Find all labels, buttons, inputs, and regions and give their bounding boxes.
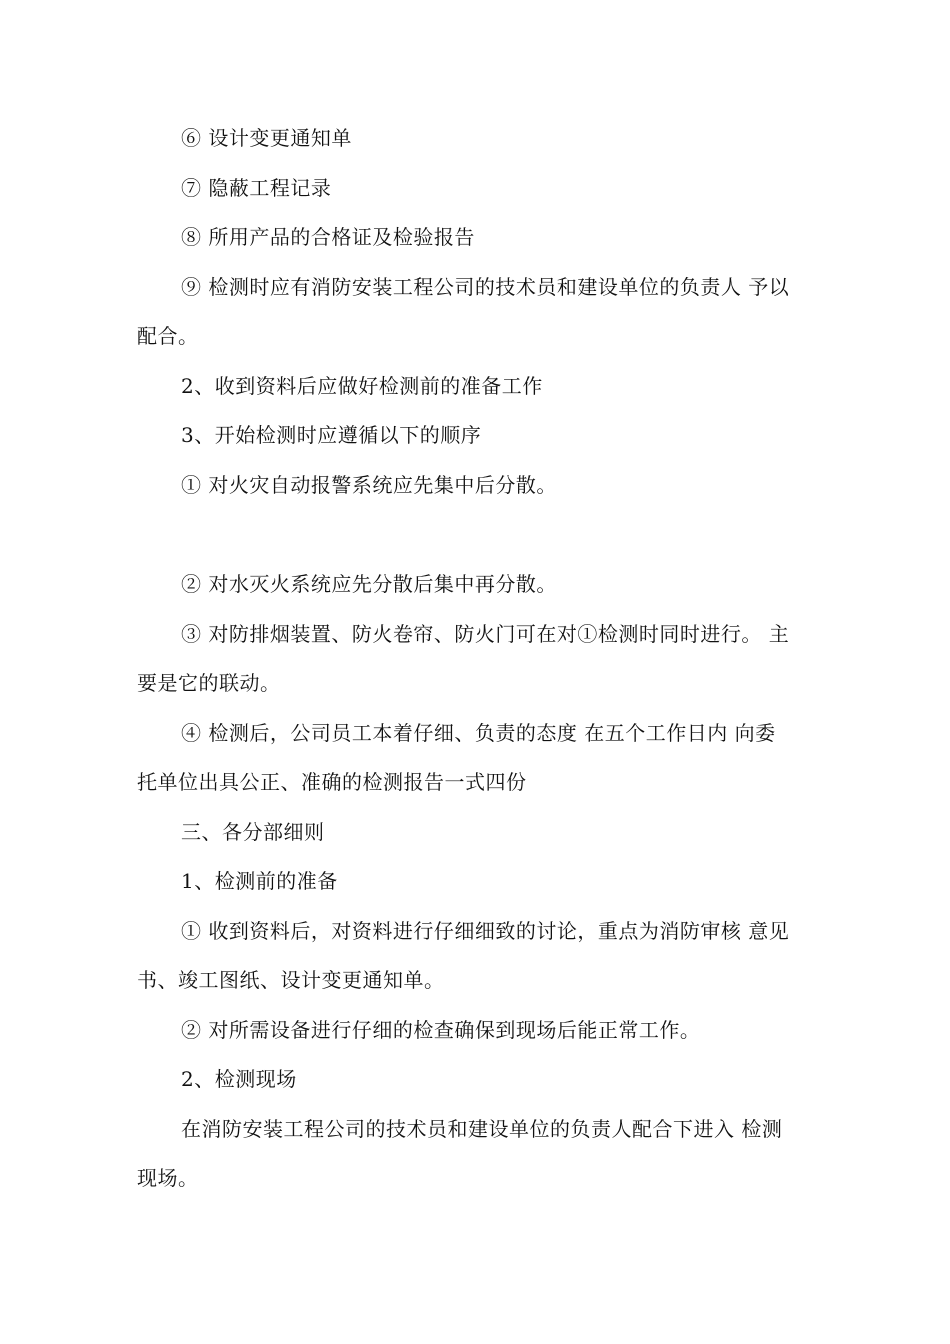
prep-item-1-continuation: 书、竣工图纸、设计变更通知单。 [137,968,445,992]
list-item-7: ⑦ 隐蔽工程记录 [181,176,332,200]
order-item-2: ② 对水灭火系统应先分散后集中再分散。 [181,572,557,596]
section-heading-3: 三、各分部细则 [181,820,325,844]
order-item-3-continuation: 要是它的联动。 [137,671,281,695]
list-item-6: ⑥ 设计变更通知单 [181,126,352,150]
step-3: 3、开始检测时应遵循以下的顺序 [181,423,482,447]
order-item-4-continuation: 托单位出具公正、准确的检测报告一式四份 [137,770,527,794]
prep-item-2: ② 对所需设备进行仔细的检查确保到现场后能正常工作。 [181,1018,701,1042]
step-2: 2、收到资料后应做好检测前的准备工作 [181,374,543,398]
order-item-3: ③ 对防排烟装置、防火卷帘、防火门可在对①检测时同时进行。 主 [181,622,790,646]
subsection-2: 2、检测现场 [181,1067,297,1091]
paragraph-continuation: 现场。 [137,1166,199,1190]
order-item-4: ④ 检测后，公司员工本着仔细、负责的态度 在五个工作日内 向委 [181,721,776,745]
paragraph: 在消防安装工程公司的技术员和建设单位的负责人配合下进入 检测 [181,1117,783,1141]
prep-item-1: ① 收到资料后，对资料进行仔细细致的讨论，重点为消防审核 意见 [181,919,790,943]
subsection-1: 1、检测前的准备 [181,869,338,893]
order-item-1: ① 对火灾自动报警系统应先集中后分散。 [181,473,557,497]
list-item-9: ⑨ 检测时应有消防安装工程公司的技术员和建设单位的负责人 予以 [181,275,790,299]
list-item-9-continuation: 配合。 [137,324,199,348]
list-item-8: ⑧ 所用产品的合格证及检验报告 [181,225,475,249]
